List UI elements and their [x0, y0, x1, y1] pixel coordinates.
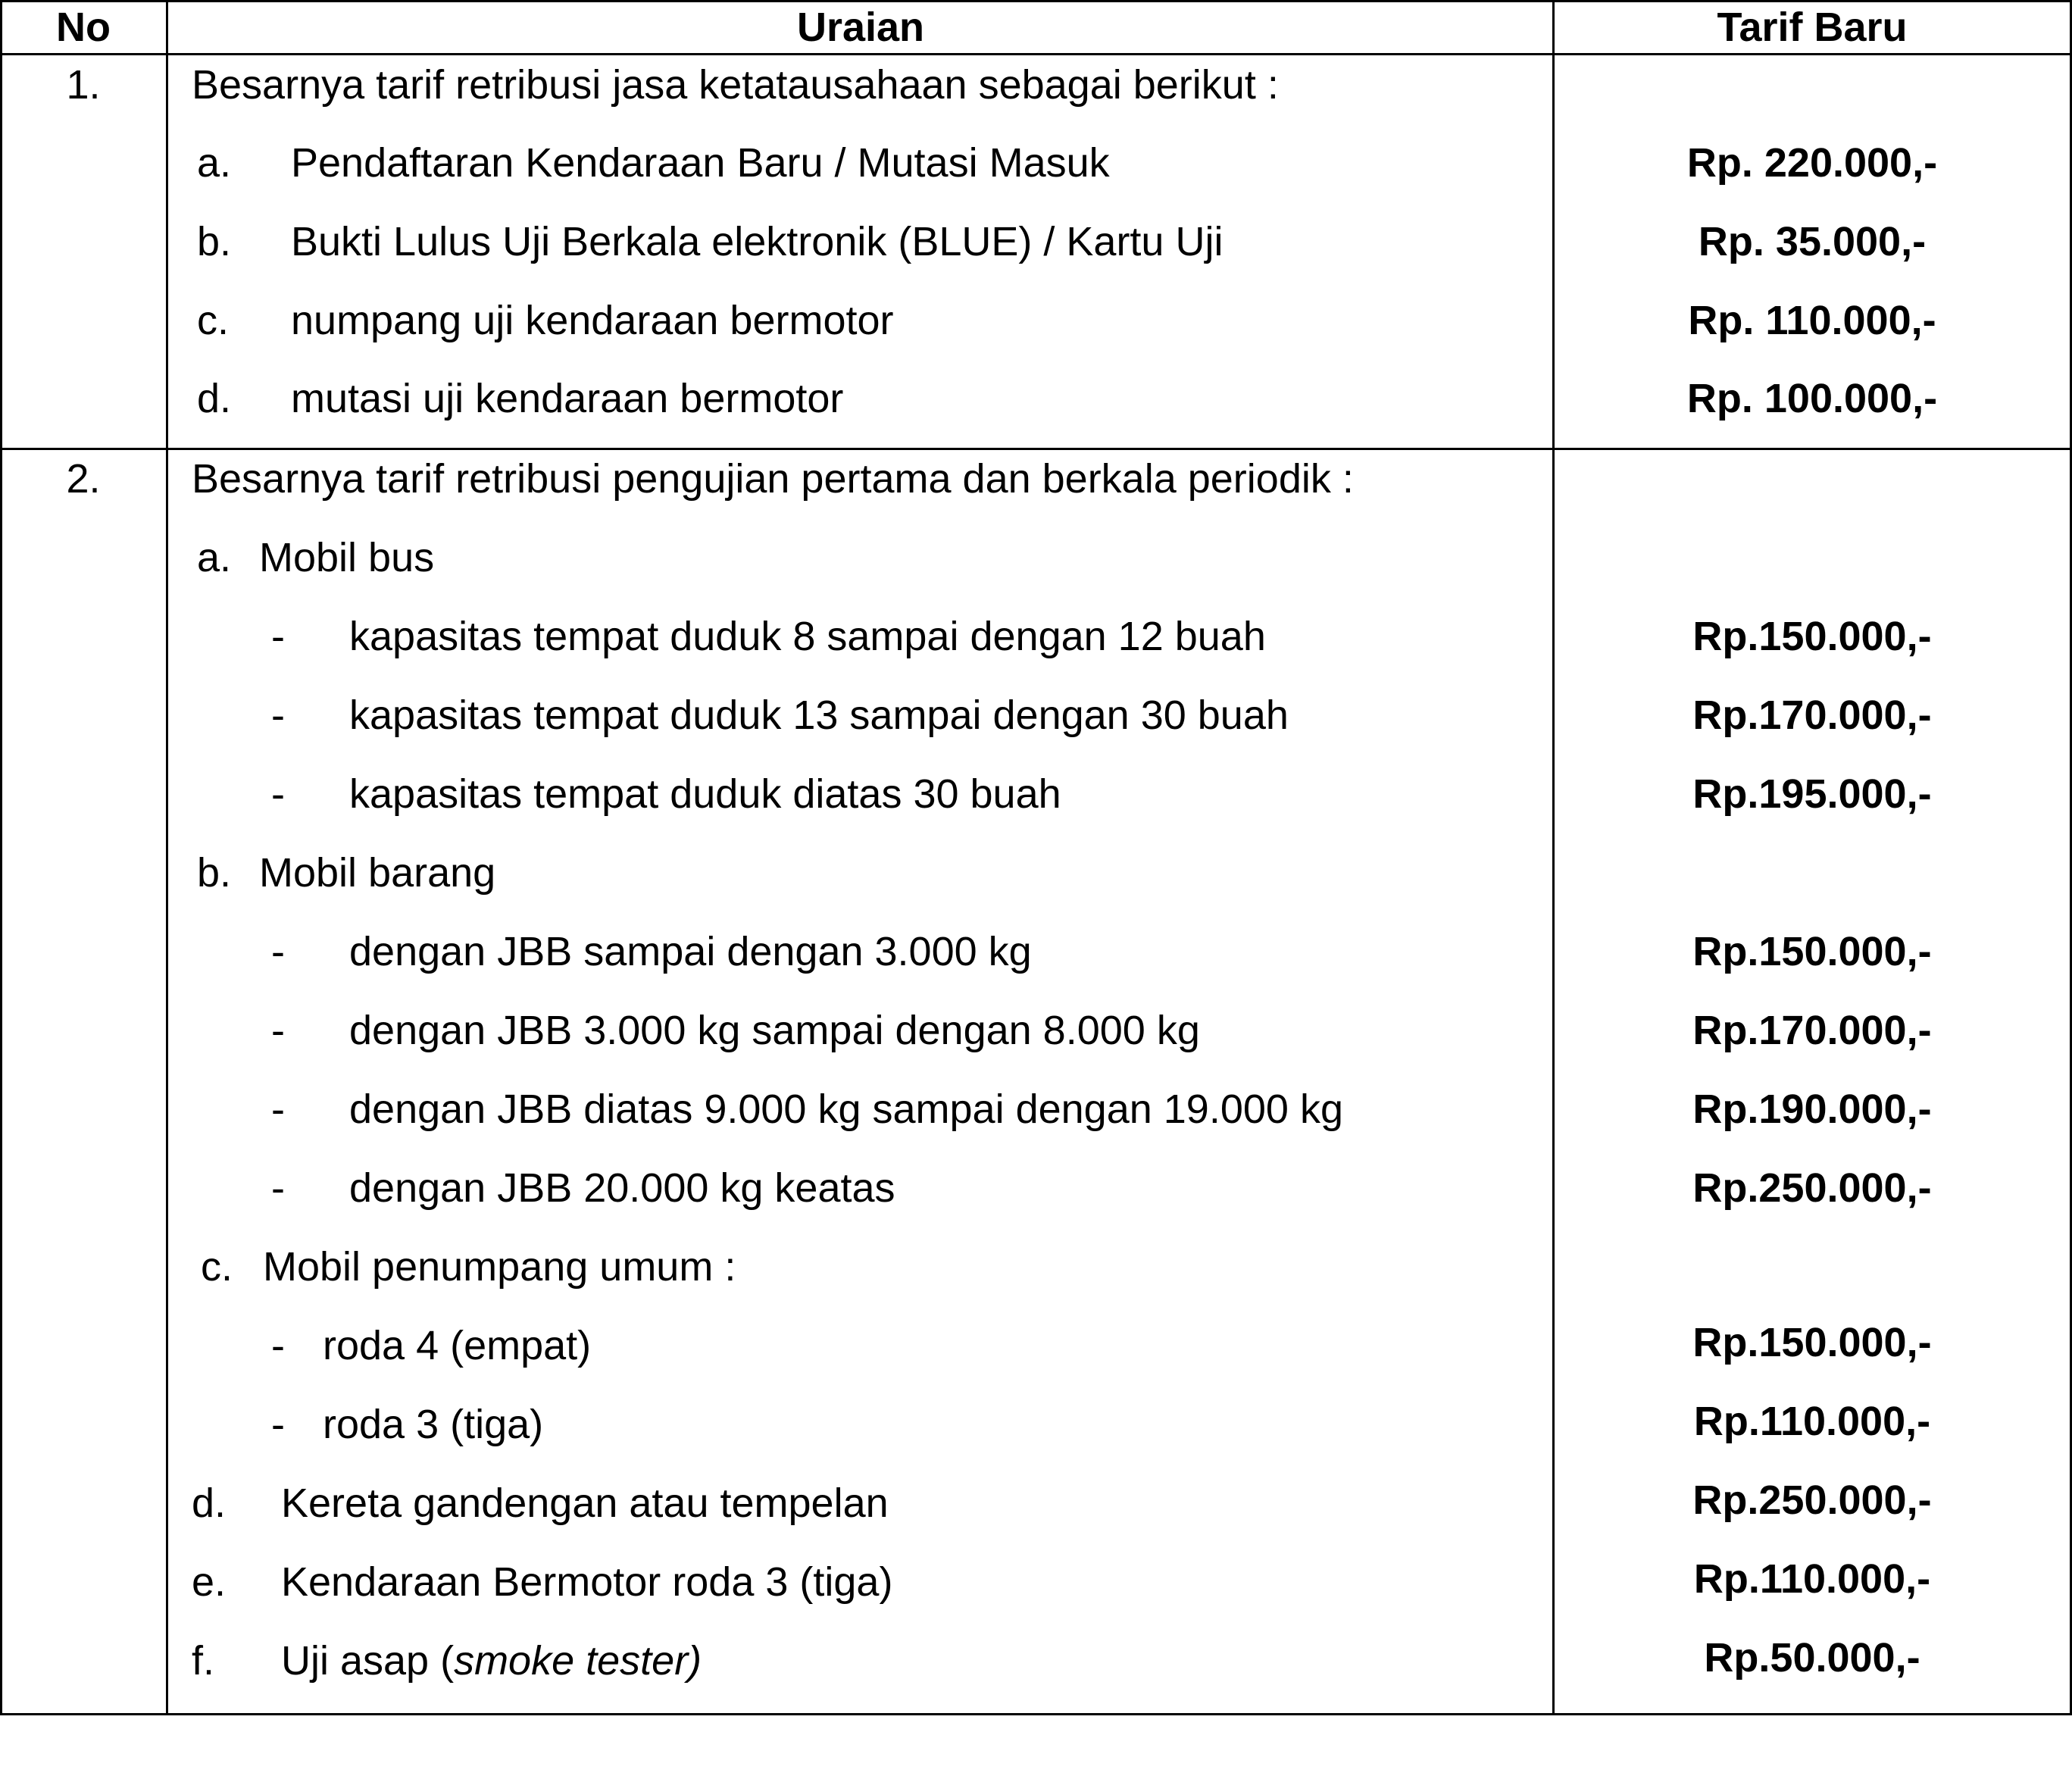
section2-a-heading: Mobil bus	[259, 535, 435, 580]
section2-b-item-4-text: dengan JBB 20.000 kg keatas	[349, 1165, 895, 1211]
header-divider	[0, 53, 2072, 55]
section2-f-price: Rp.50.000,-	[1704, 1635, 1920, 1681]
section2-d-letter: d.	[192, 1480, 227, 1526]
section1-item-d-price: Rp. 100.000,-	[1686, 376, 1938, 421]
section2-title: Besarnya tarif retribusi pengujian pertama dan berkala periodik :	[192, 456, 1354, 502]
section2-a-item-3-text: kapasitas tempat duduk diatas 30 buah	[349, 771, 1061, 817]
section2-b-item-2-text: dengan JBB 3.000 kg sampai dengan 8.000 kg	[349, 1008, 1200, 1053]
section1-item-b-letter: b.	[197, 219, 232, 264]
section1-item-a-price: Rp. 220.000,-	[1686, 140, 1938, 186]
section1-title: Besarnya tarif retribusi jasa ketatausahaan sebagai berikut :	[192, 62, 1279, 108]
section2-a-letter: a.	[197, 535, 232, 580]
section2-e-price: Rp.110.000,-	[1693, 1556, 1931, 1602]
section2-c-heading: Mobil penumpang umum :	[263, 1244, 736, 1290]
section2-d-text: Kereta gandengan atau tempelan	[281, 1480, 889, 1526]
section2-e-text: Kendaraan Bermotor roda 3 (tiga)	[281, 1559, 893, 1605]
header-no: No	[56, 5, 111, 50]
header-tarif-baru: Tarif Baru	[1717, 5, 1908, 50]
section1-item-c-price: Rp. 110.000,-	[1688, 298, 1936, 343]
section1-item-a-letter: a.	[197, 140, 232, 186]
list-bullet: -	[271, 929, 285, 974]
section2-number: 2.	[66, 456, 101, 502]
section2-b-heading: Mobil barang	[259, 850, 496, 896]
section2-a-item-2-text: kapasitas tempat duduk 13 sampai dengan 30 buah	[349, 693, 1289, 738]
list-bullet: -	[271, 693, 285, 738]
section2-b-item-4-price: Rp.250.000,-	[1692, 1165, 1932, 1211]
list-bullet: -	[271, 1402, 285, 1447]
column-divider-uraian	[1552, 0, 1555, 1715]
header-uraian: Uraian	[796, 5, 925, 50]
section2-a-item-2-price: Rp.170.000,-	[1692, 693, 1932, 738]
section2-d-price: Rp.250.000,-	[1692, 1477, 1932, 1523]
section2-b-item-1-price: Rp.150.000,-	[1692, 929, 1932, 974]
section2-c-item-2-text: roda 3 (tiga)	[323, 1402, 544, 1447]
section1-item-c-text: numpang uji kendaraan bermotor	[291, 298, 894, 343]
table-border-bottom	[0, 1713, 2072, 1715]
section2-f-text-prefix: Uji asap (	[281, 1638, 455, 1684]
section2-a-item-1-text: kapasitas tempat duduk 8 sampai dengan 12 buah	[349, 614, 1266, 659]
section2-b-item-1-text: dengan JBB sampai dengan 3.000 kg	[349, 929, 1032, 974]
section2-c-letter: c.	[201, 1244, 233, 1290]
section1-item-d-text: mutasi uji kendaraan bermotor	[291, 376, 844, 421]
section-divider	[0, 448, 2072, 450]
column-divider-no	[166, 0, 168, 1715]
table-border-top	[0, 0, 2072, 2]
section2-f-letter: f.	[192, 1638, 215, 1684]
section2-b-item-2-price: Rp.170.000,-	[1692, 1008, 1932, 1053]
section1-item-c-letter: c.	[197, 298, 230, 343]
list-bullet: -	[271, 771, 285, 817]
table-border-left	[0, 0, 2, 1715]
list-bullet: -	[271, 1165, 285, 1211]
section2-f-text	[281, 1637, 702, 1685]
section2-e-letter: e.	[192, 1559, 227, 1605]
section1-item-d-letter: d.	[197, 376, 232, 421]
section2-b-item-3-price: Rp.190.000,-	[1692, 1086, 1932, 1132]
section2-a-item-3-price: Rp.195.000,-	[1692, 771, 1932, 817]
list-bullet: -	[271, 1323, 285, 1368]
section2-b-letter: b.	[197, 850, 232, 896]
list-bullet: -	[271, 1008, 285, 1053]
section1-item-a-text: Pendaftaran Kendaraan Baru / Mutasi Masuk	[291, 140, 1110, 186]
section1-item-b-text: Bukti Lulus Uji Berkala elektronik (BLUE) / Kartu Uji	[291, 219, 1224, 264]
list-bullet: -	[271, 614, 285, 659]
section2-a-item-1-price: Rp.150.000,-	[1692, 614, 1932, 659]
section2-c-item-2-price: Rp.110.000,-	[1693, 1399, 1931, 1444]
section2-c-item-1-price: Rp.150.000,-	[1692, 1320, 1932, 1365]
section2-f-text-italic: smoke tester)	[454, 1638, 702, 1684]
section2-c-item-1-text: roda 4 (empat)	[323, 1323, 592, 1368]
section2-b-item-3-text: dengan JBB diatas 9.000 kg sampai dengan 19.000 kg	[349, 1086, 1343, 1132]
section1-item-b-price: Rp. 35.000,-	[1698, 219, 1927, 264]
section1-number: 1.	[66, 62, 101, 108]
list-bullet: -	[271, 1086, 285, 1132]
